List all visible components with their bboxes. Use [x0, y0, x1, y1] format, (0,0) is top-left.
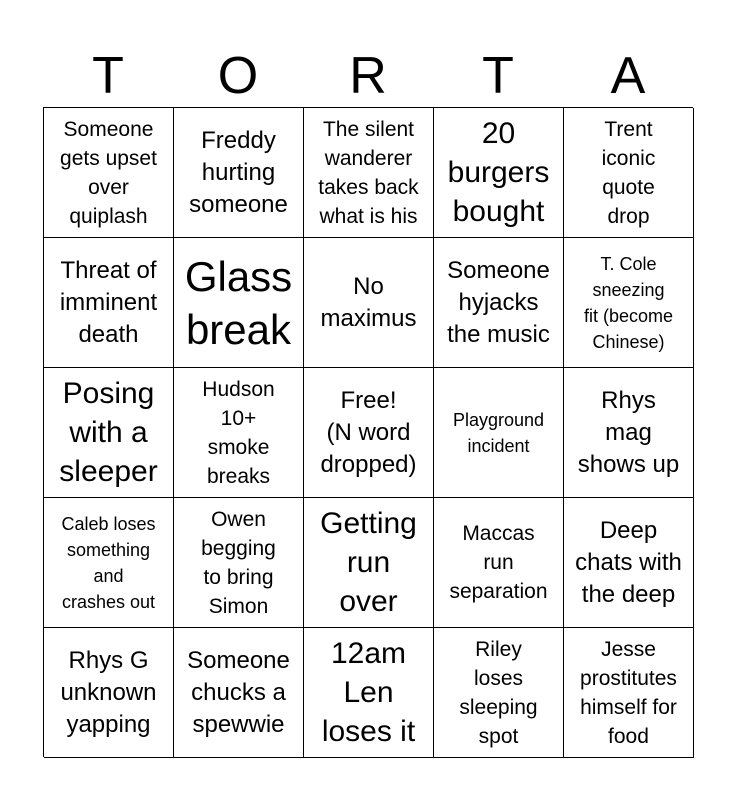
- cell-text: T. Cole sneezing fit (become Chinese): [583, 253, 674, 352]
- bingo-cell-r3c5[interactable]: [564, 368, 694, 498]
- cell-text: Posing with a sleeper: [59, 377, 158, 488]
- cell-text: Rhys G unknown yapping: [60, 646, 157, 738]
- bingo-cell-r2c2[interactable]: [174, 238, 304, 368]
- bingo-cell-r1c2[interactable]: [174, 108, 304, 238]
- bingo-cell-r1c3[interactable]: [304, 108, 434, 238]
- bingo-cell-r4c1[interactable]: [44, 498, 174, 628]
- bingo-cell-r4c3[interactable]: [304, 498, 434, 628]
- cell-text: Getting run over: [320, 507, 417, 618]
- cell-text: Someone chucks a spewwie: [187, 646, 290, 738]
- bingo-cell-r3c1[interactable]: [44, 368, 174, 498]
- cell-text: Someone hyjacks the music: [447, 256, 550, 348]
- bingo-cell-r4c5[interactable]: [564, 498, 694, 628]
- cell-text: Trent iconic quote drop: [601, 117, 656, 228]
- cell-text: Playground incident: [452, 409, 545, 456]
- cell-text: Rhys mag shows up: [577, 386, 680, 478]
- cell-text: Glass break: [184, 252, 293, 353]
- header-letter-o: O: [217, 47, 259, 105]
- bingo-cell-r5c3[interactable]: [304, 628, 434, 758]
- bingo-grid: [43, 107, 693, 757]
- cell-text: 20 burgers bought: [447, 117, 550, 228]
- cell-text: Caleb loses something and crashes out: [61, 513, 156, 612]
- bingo-cell-r2c4[interactable]: [434, 238, 564, 368]
- bingo-cell-r1c1[interactable]: [44, 108, 174, 238]
- bingo-cell-r1c5[interactable]: [564, 108, 694, 238]
- bingo-cell-r1c4[interactable]: [434, 108, 564, 238]
- bingo-cell-r4c2[interactable]: [174, 498, 304, 628]
- cell-text: Deep chats with the deep: [575, 516, 682, 608]
- bingo-cell-r5c2[interactable]: [174, 628, 304, 758]
- cell-text: The silent wanderer takes back what is his: [318, 117, 419, 228]
- bingo-cell-r5c5[interactable]: [564, 628, 694, 758]
- bingo-cell-r2c1[interactable]: [44, 238, 174, 368]
- header-letter-t2: T: [482, 47, 514, 105]
- bingo-cell-r4c4[interactable]: [434, 498, 564, 628]
- cell-text: Hudson 10+ smoke breaks: [202, 377, 275, 488]
- cell-text: Free! (N word dropped): [320, 386, 417, 478]
- cell-text: 12am Len loses it: [321, 637, 416, 748]
- bingo-cell-r2c5[interactable]: [564, 238, 694, 368]
- bingo-cell-r3c2[interactable]: [174, 368, 304, 498]
- bingo-cell-r3c4[interactable]: [434, 368, 564, 498]
- bingo-cell-r3c3[interactable]: [304, 368, 434, 498]
- bingo-cell-r2c3[interactable]: [304, 238, 434, 368]
- cell-text: Maccas run separation: [449, 522, 548, 603]
- bingo-cell-r5c4[interactable]: [434, 628, 564, 758]
- header-letter-a: A: [610, 47, 646, 105]
- cell-text: No maximus: [320, 272, 417, 332]
- cell-text: Freddy hurting someone: [189, 126, 288, 218]
- bingo-header: [43, 44, 693, 108]
- cell-text: Riley loses sleeping spot: [459, 637, 538, 748]
- cell-text: Someone gets upset over quiplash: [60, 117, 157, 228]
- cell-text: Jesse prostitutes himself for food: [580, 637, 677, 748]
- cell-text: Owen begging to bring Simon: [201, 507, 276, 618]
- header-letter-r: R: [349, 47, 387, 105]
- bingo-cell-r5c1[interactable]: [44, 628, 174, 758]
- cell-text: Threat of imminent death: [59, 256, 158, 348]
- header-letter-t1: T: [92, 47, 124, 105]
